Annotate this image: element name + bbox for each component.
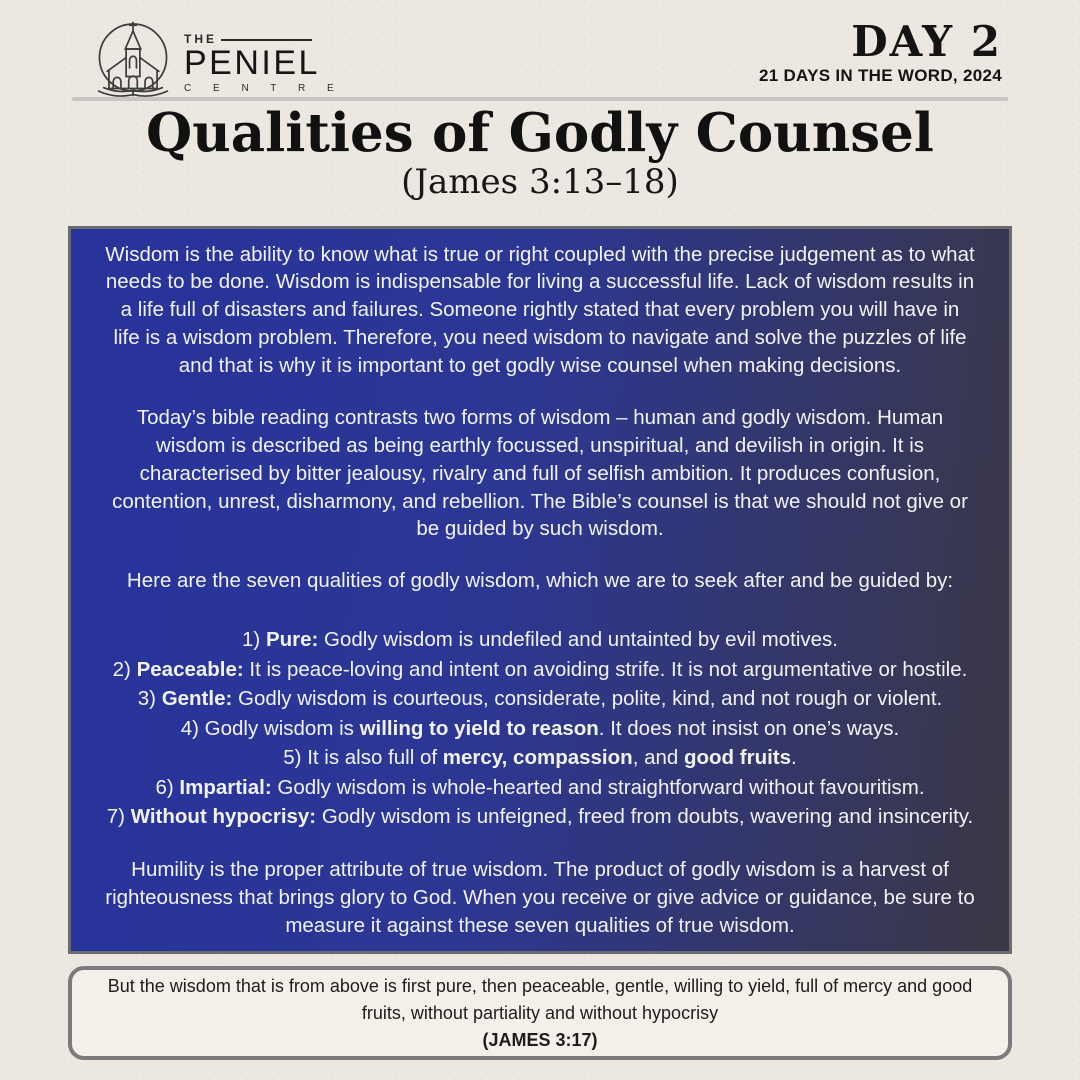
quality-item: 2) Peaceable: It is peace-loving and intent on avoiding strife. It is not argumentative or hostile. — [112, 657, 968, 681]
page-title: Qualities of Godly Counsel — [146, 102, 934, 164]
logo-name-label: PENIEL — [184, 44, 320, 82]
scripture-reference: (James 3:13–18) — [401, 162, 679, 203]
quote-reference: (JAMES 3:17) — [482, 1029, 598, 1050]
day-label: DAY 2 — [851, 17, 1002, 66]
paragraph-wisdom-definition: Wisdom is the ability to know what is true or right coupled with the precise judgement as to what needs to be done. Wisdom is indispensable for living a successful life. Lack of wisdom results in a life full of disasters and failures. Someone rightly stated that every problem you will have in life is a wisdom problem. Therefore, you need wisdom to navigate and solve the puzzles of life and that is why it is important to get godly wise counsel when making decisions. — [105, 242, 975, 378]
church-logo-icon — [90, 18, 176, 104]
quality-item: 6) Impartial: Godly wisdom is whole-hearted and straightforward without favouritism. — [155, 775, 925, 799]
qualities-list — [105, 625, 975, 832]
quality-item: 3) Gentle: Godly wisdom is courteous, considerate, polite, kind, and not rough or violent. — [137, 687, 943, 711]
logo-wordmark — [184, 14, 343, 94]
quality-item: 1) Pure: Godly wisdom is undefiled and untainted by evil motives. — [242, 628, 838, 652]
devotional-box — [68, 226, 1012, 954]
paragraph-two-wisdoms: Today’s bible reading contrasts two forms of wisdom – human and godly wisdom. Human wisdom is described as being earthly focussed, unspiritual, and devilish in origin. It is characterised by bitter jealousy, rivalry and full of selfish ambition. It produces confusion, contention, unrest, disharmony, and rebellion. The Bible’s counsel is that we should not give or be guided by such wisdom. — [112, 405, 968, 541]
paragraph-humility: Humility is the proper attribute of true wisdom. The product of godly wisdom is a harvest of righteousness that brings glory to God. When you receive or give advice or guidance, be sure to measure it against these seven qualities of true wisdom. — [105, 857, 975, 937]
logo-centre-label: C E N T R E — [184, 82, 344, 94]
series-label: 21 DAYS IN THE WORD, 2024 — [758, 66, 1002, 86]
title-block — [0, 104, 1080, 202]
day-block — [758, 17, 1002, 86]
header-divider — [72, 97, 1008, 101]
logo-the-label: THE — [184, 32, 217, 46]
quality-item: 7) Without hypocrisy: Godly wisdom is unfeigned, freed from doubts, wavering and insincerity. — [106, 805, 974, 829]
qualities-intro: Here are the seven qualities of godly wisdom, which we are to seek after and be guided by: — [126, 569, 954, 593]
scripture-quote-box — [68, 966, 1012, 1060]
peniel-centre-logo — [90, 14, 343, 104]
quality-item: 4) Godly wisdom is willing to yield to reason. It does not insist on one’s ways. — [180, 716, 900, 740]
quote-text: But the wisdom that is from above is first pure, then peaceable, gentle, willing to yield, full of mercy and good fruits, without partiality and without hypocrisy — [107, 975, 973, 1023]
quality-item: 5) It is also full of mercy, compassion, and good fruits. — [283, 746, 797, 770]
logo-rule — [221, 39, 312, 41]
